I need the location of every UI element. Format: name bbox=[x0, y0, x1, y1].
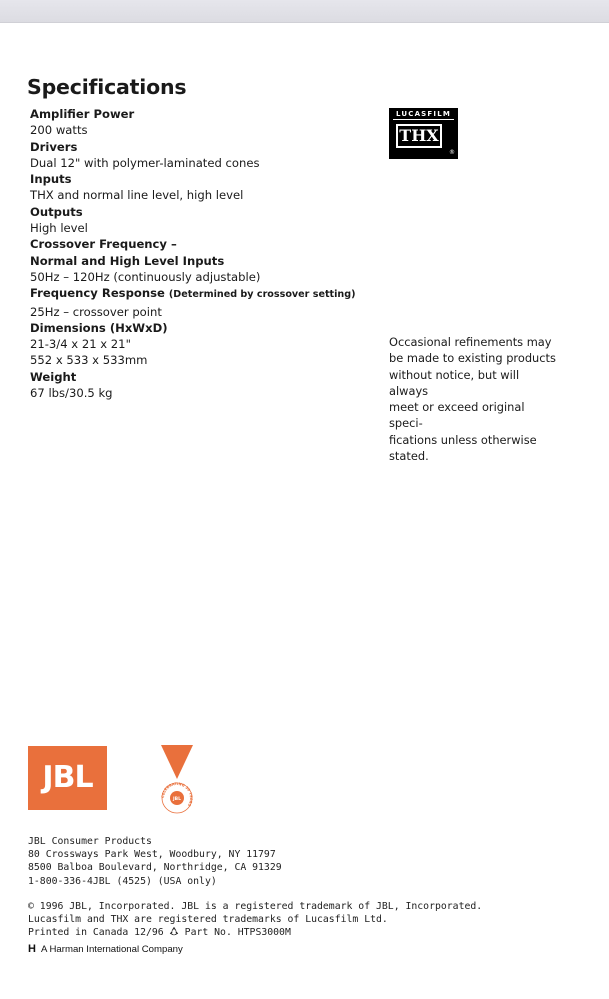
spec-text: 552 x 533 x 533mm bbox=[30, 353, 148, 368]
logo-divider bbox=[393, 119, 454, 120]
spec-text: Frequency Response bbox=[30, 286, 165, 301]
spec-text: 50Hz – 120Hz (continuously adjustable) bbox=[30, 269, 261, 284]
page-title: Specifications bbox=[27, 75, 187, 99]
refinements-notice bbox=[389, 334, 559, 464]
spec-text: Weight bbox=[30, 369, 77, 384]
spec-text: Outputs bbox=[30, 204, 83, 219]
address-line: JBL Consumer Products bbox=[28, 836, 152, 847]
notice-line: without notice, but will always bbox=[389, 367, 520, 398]
harman-text: A Harman International Company bbox=[40, 944, 183, 955]
notice-line: stated. bbox=[389, 449, 429, 464]
printed-in: Printed in Canada 12/96 bbox=[28, 927, 164, 939]
spec-value bbox=[30, 187, 370, 203]
spec-text: Dimensions (HxWxD) bbox=[30, 320, 168, 335]
thx-mark: THX bbox=[396, 124, 442, 148]
spec-label bbox=[30, 106, 370, 122]
seal-center-text: JBL bbox=[173, 797, 181, 802]
spec-text: 21-3/4 x 21 x 21" bbox=[30, 337, 131, 352]
spec-text: 25Hz – crossover point bbox=[30, 304, 162, 319]
notice-line: meet or exceed original speci- bbox=[389, 400, 525, 431]
spec-text: 200 watts bbox=[30, 123, 88, 138]
spec-text: 67 lbs/30.5 kg bbox=[30, 386, 113, 401]
legal-line: Lucasfilm and THX are registered trademarks of Lucasfilm Ltd. bbox=[28, 914, 388, 926]
jbl-logo bbox=[28, 746, 107, 810]
spec-text: Amplifier Power bbox=[30, 107, 135, 121]
jbl-logo-text: JBL bbox=[42, 760, 93, 795]
seal-arc-text: CELEBRATING 50 YEARS bbox=[160, 781, 194, 807]
spec-text: Dual 12" with polymer-laminated cones bbox=[30, 155, 260, 170]
spec-value bbox=[30, 385, 370, 401]
spec-value bbox=[30, 155, 370, 171]
harman-logo-icon: H bbox=[28, 943, 36, 955]
spec-text: Inputs bbox=[30, 172, 72, 187]
notice-line: Occasional refinements may bbox=[389, 335, 552, 349]
spec-label bbox=[30, 320, 370, 336]
part-number: Part No. HTPS3000M bbox=[184, 927, 291, 939]
spec-label bbox=[30, 236, 370, 252]
spec-value bbox=[30, 269, 370, 285]
viewer-top-bar bbox=[0, 0, 609, 23]
spec-text: Normal and High Level Inputs bbox=[30, 253, 225, 268]
recycle-icon bbox=[169, 926, 179, 936]
spec-text: THX and normal line level, high level bbox=[30, 188, 244, 203]
notice-line: fications unless otherwise bbox=[389, 432, 537, 447]
notice-line: be made to existing products bbox=[389, 351, 556, 366]
spec-value bbox=[30, 304, 370, 320]
spec-label bbox=[30, 285, 370, 303]
company-address bbox=[28, 835, 282, 888]
legal-notice bbox=[28, 900, 482, 940]
celebrating-50-years-seal bbox=[160, 745, 194, 817]
spec-label bbox=[30, 369, 370, 385]
lucasfilm-text: LUCASFILM bbox=[395, 110, 452, 118]
spec-label bbox=[30, 171, 370, 187]
spec-value bbox=[30, 122, 370, 138]
specifications-list bbox=[30, 106, 370, 401]
spec-text: Crossover Frequency – bbox=[30, 237, 177, 252]
legal-line: © 1996 JBL, Incorporated. JBL is a registered trademark of JBL, Incorporated. bbox=[28, 901, 483, 912]
spec-value bbox=[30, 352, 370, 368]
seal-triangle bbox=[161, 745, 193, 779]
spec-text: High level bbox=[30, 221, 88, 236]
spec-value bbox=[30, 336, 370, 352]
spec-note: (Determined by crossover setting) bbox=[168, 289, 356, 301]
spec-label bbox=[30, 204, 370, 220]
harman-credit bbox=[28, 943, 183, 955]
spec-label bbox=[30, 139, 370, 155]
spec-text: Drivers bbox=[30, 139, 78, 154]
spec-value bbox=[30, 220, 370, 236]
registered-symbol: ® bbox=[449, 149, 455, 156]
spec-label bbox=[30, 253, 370, 269]
thx-logo bbox=[389, 108, 458, 159]
address-line: 80 Crossways Park West, Woodbury, NY 11797 bbox=[28, 849, 276, 861]
address-line: 8500 Balboa Boulevard, Northridge, CA 91329 bbox=[28, 862, 282, 874]
address-line: 1-800-336-4JBL (4525) (USA only) bbox=[28, 875, 217, 887]
print-info bbox=[28, 926, 482, 939]
